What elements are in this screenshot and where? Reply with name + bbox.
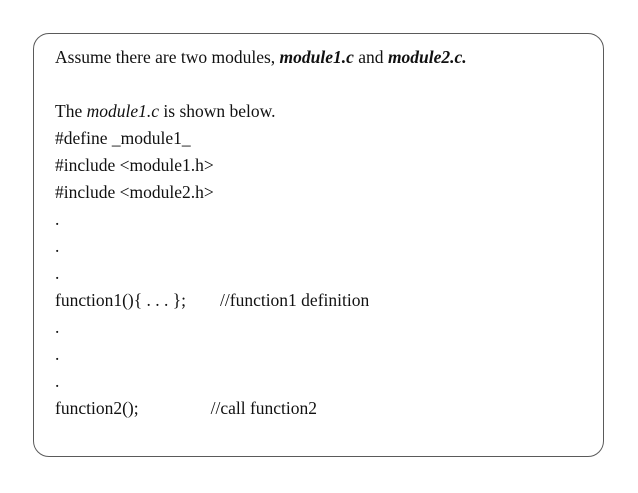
- code-ellipsis-dot: .: [55, 236, 60, 256]
- code-function2-call: [55, 395, 595, 422]
- slide-content: [55, 44, 595, 422]
- intro-text: Assume there are two modules,: [55, 47, 280, 67]
- blank-line: [55, 71, 595, 98]
- function1-comment: //function1 definition: [220, 290, 370, 310]
- function2-comment: //call function2: [210, 398, 318, 418]
- code-ellipsis-dot: .: [55, 371, 60, 391]
- function2-code: function2();: [55, 398, 139, 418]
- code-ellipsis-dot: .: [55, 209, 60, 229]
- code-ellipsis-dot: .: [55, 263, 60, 283]
- module2-name: module2.c.: [387, 47, 467, 67]
- code-ellipsis-dot: .: [55, 317, 60, 337]
- shown-text-after: is shown below.: [159, 101, 276, 121]
- code-define-line: #define _module1_: [55, 128, 191, 148]
- code-include-module2: #include <module2.h>: [55, 182, 214, 202]
- shown-module-name: module1.c: [86, 101, 160, 121]
- code-include-module1: #include <module1.h>: [55, 155, 214, 175]
- function1-code: function1(){ . . . };: [55, 290, 187, 310]
- shown-line: [55, 98, 595, 125]
- code-function1-definition: [55, 287, 595, 314]
- module1-name: module1.c: [279, 47, 354, 67]
- intro-line: [55, 44, 595, 71]
- code-ellipsis-dot: .: [55, 344, 60, 364]
- intro-and: and: [353, 47, 388, 67]
- shown-text-before: The: [55, 101, 87, 121]
